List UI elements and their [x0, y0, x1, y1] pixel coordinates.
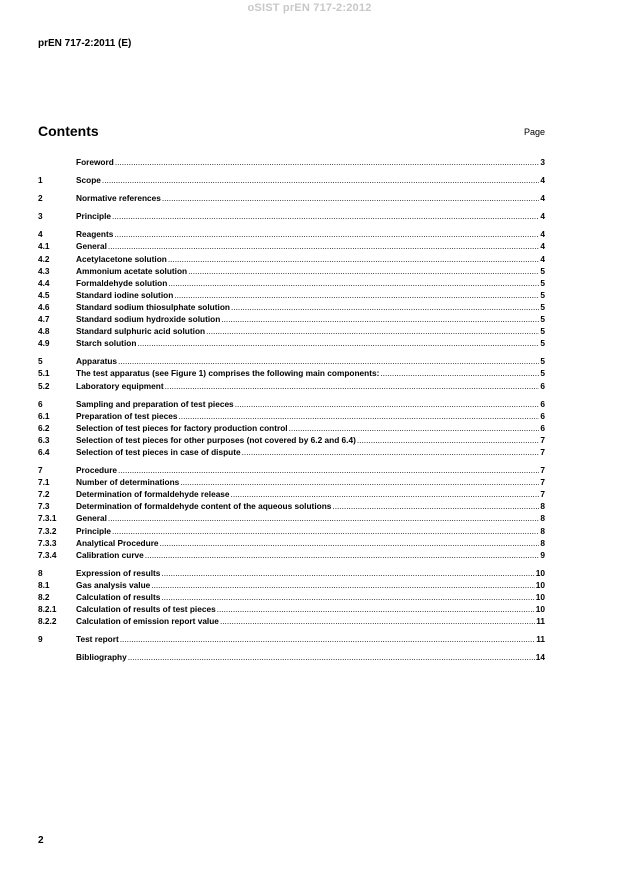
toc-entry-number: 7.3	[38, 501, 50, 512]
toc-entry[interactable]	[38, 367, 545, 379]
toc-entry-page: 5	[540, 289, 545, 300]
toc-entry[interactable]	[38, 567, 545, 579]
toc-entry[interactable]	[38, 240, 545, 252]
toc-entry-title: Number of determinations	[76, 477, 180, 488]
toc-entry-page: 8	[540, 525, 545, 536]
toc-entry-page: 5	[540, 356, 545, 367]
toc-entry-number: 8.1	[38, 579, 50, 590]
toc-entry-number: 5.1	[38, 368, 50, 379]
toc-leader-dots	[118, 355, 539, 367]
toc-leader-dots	[162, 192, 540, 204]
toc-entry[interactable]	[38, 651, 545, 663]
toc-entry[interactable]	[38, 380, 545, 392]
toc-entry-number: 4.5	[38, 289, 50, 300]
toc-entry-number: 4.2	[38, 253, 50, 264]
toc-entry-title: Reagents	[76, 229, 114, 240]
toc-leader-dots	[108, 512, 539, 524]
toc-entry-number: 5	[38, 356, 43, 367]
toc-entry-number: 4.3	[38, 265, 50, 276]
toc-leader-dots	[221, 313, 539, 325]
toc-leader-dots	[332, 500, 539, 512]
toc-entry-title: Calculation of emission report value	[76, 616, 219, 627]
toc-entry[interactable]	[38, 301, 545, 313]
toc-leader-dots	[161, 591, 534, 603]
toc-leader-dots	[180, 476, 539, 488]
toc-entry-page: 14	[535, 652, 545, 663]
toc-entry-page: 8	[540, 513, 545, 524]
toc-entry-number: 4.7	[38, 314, 50, 325]
toc-leader-dots	[145, 549, 540, 561]
toc-leader-dots	[137, 337, 539, 349]
toc-entry-page: 5	[540, 338, 545, 349]
toc-entry-title: Standard sulphuric acid solution	[76, 326, 206, 337]
toc-entry-page: 5	[540, 301, 545, 312]
toc-entry[interactable]	[38, 398, 545, 410]
toc-leader-dots	[115, 156, 540, 168]
toc-leader-dots	[206, 325, 539, 337]
toc-entry-title: Ammonium acetate solution	[76, 265, 188, 276]
toc-entry[interactable]	[38, 313, 545, 325]
toc-entry[interactable]	[38, 615, 545, 627]
toc-leader-dots	[112, 525, 539, 537]
toc-entry[interactable]	[38, 174, 545, 186]
toc-leader-dots	[168, 253, 540, 265]
toc-entry-page: 5	[540, 368, 545, 379]
toc-entry-page: 7	[540, 477, 545, 488]
toc-entry[interactable]	[38, 476, 545, 488]
toc-entry-number: 6.3	[38, 434, 50, 445]
toc-leader-dots	[114, 228, 539, 240]
toc-entry-number: 6	[38, 398, 43, 409]
toc-entry[interactable]	[38, 355, 545, 367]
toc-entry-page: 5	[540, 277, 545, 288]
toc-leader-dots	[168, 277, 539, 289]
toc-entry-title: Formaldehyde solution	[76, 277, 168, 288]
toc-entry[interactable]	[38, 422, 545, 434]
toc-entry-title: Procedure	[76, 465, 118, 476]
toc-entry[interactable]	[38, 446, 545, 458]
toc-entry-page: 6	[540, 380, 545, 391]
toc-entry-number: 4.8	[38, 326, 50, 337]
toc-entry[interactable]	[38, 265, 545, 277]
toc-entry[interactable]	[38, 434, 545, 446]
toc-entry-page: 7	[540, 489, 545, 500]
toc-entry-number: 8.2.1	[38, 604, 57, 615]
toc-entry-number: 6.4	[38, 446, 50, 457]
toc-leader-dots	[120, 633, 535, 645]
page-number: 2	[38, 835, 44, 846]
toc-entry-title: Calibration curve	[76, 549, 144, 560]
toc-entry[interactable]	[38, 488, 545, 500]
toc-entry-page: 6	[540, 410, 545, 421]
toc-entry[interactable]	[38, 156, 545, 168]
toc-entry-title: Starch solution	[76, 338, 137, 349]
toc-entry-title: Scope	[76, 175, 101, 186]
toc-entry-title: General	[76, 241, 107, 252]
toc-leader-dots	[108, 240, 539, 252]
page-column-label: Page	[523, 127, 545, 137]
toc-entry-number: 4.1	[38, 241, 50, 252]
toc-entry-page: 4	[540, 193, 545, 204]
toc-leader-dots	[242, 446, 540, 458]
toc-leader-dots	[118, 464, 539, 476]
toc-entry-page: 10	[535, 604, 545, 615]
toc-leader-dots	[380, 367, 539, 379]
toc-leader-dots	[217, 603, 535, 615]
toc-entry-title: Analytical Procedure	[76, 537, 159, 548]
toc-entry[interactable]	[38, 289, 545, 301]
toc-entry-page: 4	[540, 253, 545, 264]
toc-entry[interactable]	[38, 210, 545, 222]
toc-entry-page: 4	[540, 175, 545, 186]
toc-entry-title: The test apparatus (see Figure 1) comprises the following main components:	[76, 368, 380, 379]
toc-entry-number: 2	[38, 193, 43, 204]
document-id: prEN 717-2:2011 (E)	[38, 38, 132, 49]
toc-entry-number: 4.4	[38, 277, 50, 288]
toc-leader-dots	[231, 301, 539, 313]
toc-entry[interactable]	[38, 325, 545, 337]
toc-entry-page: 10	[535, 579, 545, 590]
toc-entry[interactable]	[38, 337, 545, 349]
toc-entry-title: Bibliography	[76, 652, 127, 663]
toc-entry-page: 6	[540, 422, 545, 433]
toc-entry[interactable]	[38, 579, 545, 591]
toc-entry-page: 4	[540, 211, 545, 222]
toc-entry-title: Selection of test pieces for factory production control	[76, 422, 288, 433]
toc-leader-dots	[112, 210, 539, 222]
toc-entry-title: Gas analysis value	[76, 579, 151, 590]
toc-entry-number: 8.2.2	[38, 616, 57, 627]
toc-entry-page: 5	[540, 265, 545, 276]
toc-entry[interactable]	[38, 537, 545, 549]
toc-entry-number: 7.2	[38, 489, 50, 500]
toc-entry-number: 9	[38, 634, 43, 645]
toc-entry-title: Calculation of results of test pieces	[76, 604, 216, 615]
toc-entry-title: Determination of formaldehyde content of the aqueous solutions	[76, 501, 332, 512]
toc-entry-title: Normative references	[76, 193, 161, 204]
toc-entry[interactable]	[38, 464, 545, 476]
toc-entry-title: Foreword	[76, 157, 114, 167]
toc-entry-number: 7.3.2	[38, 525, 57, 536]
toc-entry-page: 10	[535, 567, 545, 578]
toc-entry[interactable]	[38, 410, 545, 422]
toc-entry-title: Test report	[76, 634, 119, 645]
toc-entry-page: 11	[536, 616, 545, 627]
toc-entry-title: Determination of formaldehyde release	[76, 489, 230, 500]
toc-entry-title: Principle	[76, 525, 112, 536]
toc-entry-number: 8	[38, 567, 43, 578]
toc-entry-page: 7	[540, 446, 545, 457]
toc-leader-dots	[160, 537, 540, 549]
toc-leader-dots	[235, 398, 540, 410]
toc-entry[interactable]	[38, 633, 545, 645]
watermark: oSIST prEN 717-2:2012	[247, 2, 372, 14]
toc-entry-number: 4.9	[38, 338, 50, 349]
toc-entry-number: 4	[38, 229, 43, 240]
toc-entry-page: 11	[536, 634, 545, 645]
toc-entry-title: Selection of test pieces in case of dispute	[76, 446, 241, 457]
toc-entry-number: 1	[38, 175, 43, 186]
toc-entry-title: Expression of results	[76, 567, 161, 578]
toc-leader-dots	[102, 174, 539, 186]
toc-leader-dots	[231, 488, 540, 500]
toc-entry-number: 7.3.3	[38, 537, 57, 548]
toc-entry[interactable]	[38, 512, 545, 524]
toc-entry-page: 8	[540, 501, 545, 512]
toc-entry-number: 4.6	[38, 301, 50, 312]
toc-entry-title: Standard iodine solution	[76, 289, 174, 300]
toc-leader-dots	[128, 651, 535, 663]
toc-entry-number: 3	[38, 211, 43, 222]
toc-entry-page: 10	[535, 592, 545, 602]
toc-entry-title: Laboratory equipment	[76, 380, 164, 391]
toc-entry[interactable]	[38, 228, 545, 240]
toc-entry-title: Principle	[76, 211, 112, 222]
toc-entry[interactable]	[38, 500, 545, 512]
toc-entry[interactable]	[38, 525, 545, 537]
toc-entry-number: 7.3.1	[38, 513, 57, 524]
table-of-contents	[38, 156, 545, 663]
toc-leader-dots	[220, 615, 535, 627]
toc-leader-dots	[289, 422, 540, 434]
toc-entry-number: 6.1	[38, 410, 50, 421]
toc-entry-page: 8	[540, 537, 545, 548]
toc-entry[interactable]	[38, 277, 545, 289]
toc-leader-dots	[188, 265, 539, 277]
toc-entry-title: Standard sodium hydroxide solution	[76, 314, 221, 325]
toc-entry-number: 7	[38, 465, 43, 476]
toc-entry-page: 6	[540, 398, 545, 409]
toc-entry-title: General	[76, 513, 107, 524]
toc-leader-dots	[165, 380, 540, 392]
toc-entry-number: 5.2	[38, 380, 50, 391]
toc-entry-page: 5	[540, 314, 545, 325]
toc-entry-page: 9	[540, 549, 545, 560]
contents-heading: Contents	[38, 123, 99, 139]
toc-leader-dots	[174, 289, 539, 301]
toc-entry-title: Standard sodium thiosulphate solution	[76, 301, 230, 312]
toc-entry-page: 4	[540, 229, 545, 240]
toc-entry-number: 6.2	[38, 422, 50, 433]
toc-entry-title: Apparatus	[76, 356, 118, 367]
toc-leader-dots	[178, 410, 539, 422]
toc-entry[interactable]	[38, 603, 545, 615]
toc-entry-page: 5	[540, 326, 545, 337]
toc-entry-title: Calculation of results	[76, 592, 161, 602]
toc-entry-number: 7.3.4	[38, 549, 57, 560]
toc-entry-page: 3	[540, 157, 545, 167]
toc-entry-page: 4	[540, 241, 545, 252]
toc-leader-dots	[357, 434, 540, 446]
toc-entry[interactable]	[38, 549, 545, 561]
toc-entry-title: Acetylacetone solution	[76, 253, 167, 264]
toc-entry-number: 8.2	[38, 592, 50, 602]
toc-leader-dots	[161, 567, 534, 579]
toc-entry-title: Selection of test pieces for other purposes (not covered by 6.2 and 6.4)	[76, 434, 356, 445]
toc-entry-title: Sampling and preparation of test pieces	[76, 398, 234, 409]
toc-leader-dots	[151, 579, 535, 591]
toc-entry-title: Preparation of test pieces	[76, 410, 178, 421]
toc-entry[interactable]	[38, 253, 545, 265]
toc-entry[interactable]	[38, 591, 545, 603]
toc-entry-number: 7.1	[38, 477, 50, 488]
toc-entry-page: 7	[540, 465, 545, 476]
toc-entry[interactable]	[38, 192, 545, 204]
toc-entry-page: 7	[540, 434, 545, 445]
